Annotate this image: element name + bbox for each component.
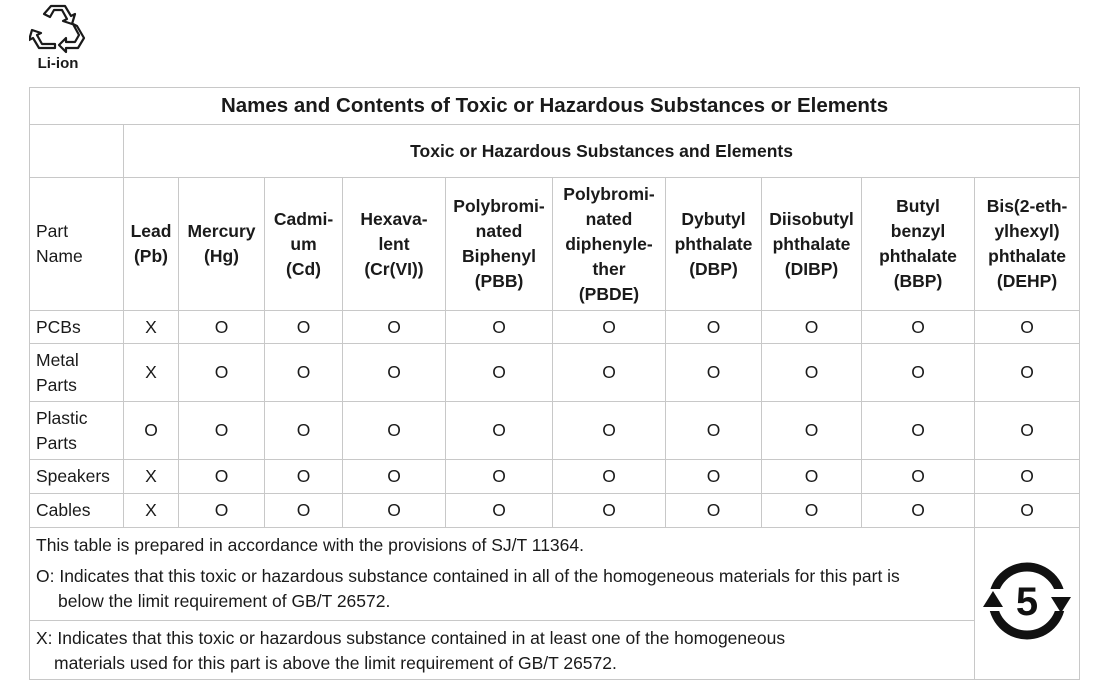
- substances-group-header: Toxic or Hazardous Substances and Elements: [124, 125, 1080, 178]
- header-line: Hexava-: [360, 208, 428, 229]
- table-row: [30, 402, 1080, 460]
- header-line: Lead: [130, 221, 172, 241]
- header-line: (DIBP): [784, 258, 839, 279]
- table-row: [30, 528, 1080, 680]
- substance-status-cell: O: [762, 494, 862, 528]
- substance-status-cell: O: [446, 494, 553, 528]
- part-name-cell: [30, 460, 124, 494]
- substance-status-cell: O: [553, 460, 666, 494]
- part-name-cell: [30, 494, 124, 528]
- substance-status-cell: O: [343, 402, 446, 460]
- substance-status-cell: O: [553, 344, 666, 402]
- header-line: nated: [475, 221, 523, 241]
- substance-column-header: [975, 178, 1080, 311]
- substance-status-cell: O: [975, 460, 1080, 494]
- header-line: lent: [378, 233, 410, 254]
- header-line: Bis(2-eth-: [986, 196, 1068, 216]
- header-line: phthalate: [988, 246, 1066, 266]
- substance-status-cell: O: [265, 344, 343, 402]
- substance-status-cell: O: [666, 344, 762, 402]
- battery-type-label: Li-ion: [37, 55, 79, 72]
- part-name-cell: [30, 344, 124, 402]
- header-line: um: [290, 233, 317, 254]
- part-name-header: [30, 178, 124, 311]
- efup-mark-cell: [975, 528, 1080, 680]
- header-line: ther: [592, 258, 626, 279]
- header-line: phthalate: [772, 233, 851, 254]
- part-header-word: Part: [36, 221, 69, 241]
- notes-cell: [30, 528, 975, 680]
- header-line: Cadmi-: [273, 208, 334, 229]
- substance-status-cell: X: [124, 311, 179, 344]
- substance-status-cell: O: [862, 460, 975, 494]
- header-line: (Hg): [204, 246, 239, 266]
- part-name-line: PCBs: [36, 316, 81, 337]
- header-line: Dybutyl: [681, 208, 746, 229]
- header-line: phthalate: [879, 246, 957, 266]
- substance-status-cell: O: [975, 402, 1080, 460]
- substance-status-cell: X: [124, 344, 179, 402]
- o-note-line1: O: Indicates that this toxic or hazardous substance contained in all of the homogeneous materials for this part is: [36, 566, 900, 586]
- part-name-line: Plastic: [36, 407, 88, 428]
- substance-status-cell: O: [446, 311, 553, 344]
- substance-status-cell: O: [179, 494, 265, 528]
- substance-status-cell: O: [265, 402, 343, 460]
- substance-status-cell: O: [553, 311, 666, 344]
- header-line: benzyl: [890, 221, 946, 241]
- table-row: [30, 494, 1080, 528]
- x-note-line2: materials used for this part is above the limit requirement of GB/T 26572.: [54, 653, 617, 673]
- substance-status-cell: O: [762, 402, 862, 460]
- substance-column-header: [343, 178, 446, 311]
- battery-logo: [28, 2, 88, 72]
- part-header-word: Name: [36, 246, 83, 266]
- header-line: Polybromi-: [563, 183, 655, 204]
- part-name-line: Parts: [36, 432, 77, 453]
- substance-column-header: [553, 178, 666, 311]
- substance-status-cell: O: [666, 494, 762, 528]
- substance-column-header: [862, 178, 975, 311]
- header-line: Butyl: [896, 196, 940, 216]
- substance-status-cell: O: [446, 402, 553, 460]
- substance-status-cell: O: [179, 344, 265, 402]
- substance-status-cell: O: [446, 460, 553, 494]
- substance-status-cell: X: [124, 460, 179, 494]
- substance-status-cell: O: [862, 344, 975, 402]
- substance-column-header: [124, 178, 179, 311]
- substance-status-cell: O: [265, 311, 343, 344]
- table-title: Names and Contents of Toxic or Hazardous Substances or Elements: [30, 88, 1080, 125]
- substance-status-cell: O: [553, 494, 666, 528]
- header-line: (Cd): [286, 258, 321, 279]
- header-line: Polybromi-: [453, 196, 545, 216]
- substance-status-cell: O: [343, 460, 446, 494]
- column-header-row: [30, 178, 1080, 311]
- substance-status-cell: O: [553, 402, 666, 460]
- header-line: (PBDE): [578, 283, 640, 304]
- substance-status-cell: O: [666, 402, 762, 460]
- header-line: diphenyle-: [565, 233, 653, 254]
- x-note-line1: X: Indicates that this toxic or hazardous substance contained in at least one of the homogeneous: [36, 628, 786, 648]
- header-line: (DBP): [689, 258, 738, 279]
- substance-status-cell: O: [862, 494, 975, 528]
- substance-status-cell: O: [179, 311, 265, 344]
- substance-column-header: [762, 178, 862, 311]
- substance-column-header: [446, 178, 553, 311]
- substance-status-cell: X: [124, 494, 179, 528]
- part-name-cell: [30, 402, 124, 460]
- substance-status-cell: O: [666, 311, 762, 344]
- part-name-line: Cables: [36, 500, 91, 520]
- substance-column-header: [265, 178, 343, 311]
- table-row: [30, 311, 1080, 344]
- substance-column-header: [666, 178, 762, 311]
- header-line: (Cr(VI)): [364, 258, 424, 279]
- substance-status-cell: O: [975, 494, 1080, 528]
- part-name-cell: [30, 311, 124, 344]
- substance-status-cell: O: [446, 344, 553, 402]
- part-name-line: Speakers: [36, 466, 110, 486]
- substance-status-cell: O: [862, 402, 975, 460]
- substance-status-cell: O: [179, 460, 265, 494]
- efup-period: 5: [1015, 580, 1039, 624]
- blank-corner-cell: [30, 125, 124, 178]
- substance-status-cell: O: [762, 460, 862, 494]
- header-line: Diisobutyl: [769, 208, 854, 229]
- recycle-icon: [29, 2, 87, 54]
- substance-status-cell: O: [179, 402, 265, 460]
- part-name-line: Metal: [36, 349, 79, 370]
- o-note-line2: below the limit requirement of GB/T 26572.: [58, 591, 391, 611]
- header-line: (PBB): [474, 271, 524, 291]
- substance-status-cell: O: [265, 460, 343, 494]
- substance-status-cell: O: [124, 402, 179, 460]
- header-line: Biphenyl: [462, 246, 536, 266]
- hazardous-substances-table: [29, 87, 1080, 680]
- substance-status-cell: O: [862, 311, 975, 344]
- header-line: (DEHP): [996, 271, 1058, 291]
- substance-status-cell: O: [762, 344, 862, 402]
- header-line: ylhexyl): [994, 221, 1060, 241]
- substance-status-cell: O: [975, 344, 1080, 402]
- substance-status-cell: O: [265, 494, 343, 528]
- table-row: [30, 460, 1080, 494]
- substance-column-header: [179, 178, 265, 311]
- substance-status-cell: O: [762, 311, 862, 344]
- substance-status-cell: O: [666, 460, 762, 494]
- header-line: (BBP): [893, 271, 943, 291]
- substance-status-cell: O: [343, 494, 446, 528]
- standard-note: This table is prepared in accordance with the provisions of SJ/T 11364.: [36, 535, 584, 555]
- table-row: [30, 344, 1080, 402]
- substance-status-cell: O: [975, 311, 1080, 344]
- header-line: nated: [585, 208, 633, 229]
- substance-status-cell: O: [343, 311, 446, 344]
- substance-status-cell: O: [343, 344, 446, 402]
- efup-circle-icon: [979, 553, 1075, 649]
- header-line: phthalate: [674, 233, 753, 254]
- header-line: Mercury: [187, 221, 256, 241]
- header-line: (Pb): [133, 246, 169, 266]
- part-name-line: Parts: [36, 374, 77, 395]
